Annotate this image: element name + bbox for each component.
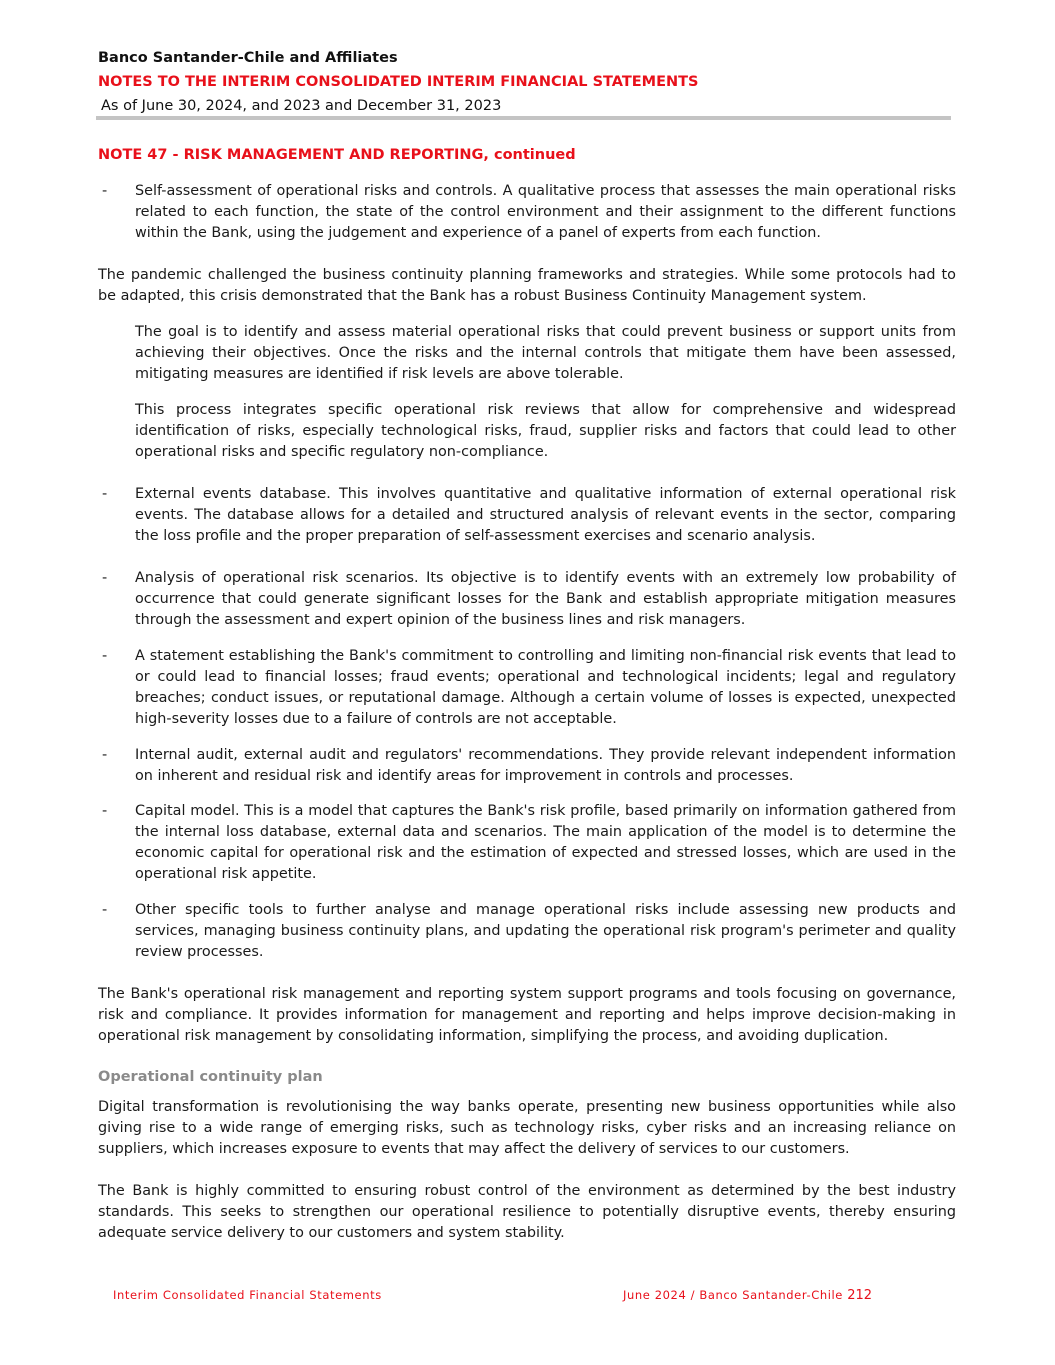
bullet-marker: - [102, 183, 108, 199]
bullet-marker: - [102, 747, 108, 763]
footer-left: Interim Consolidated Financial Statements [113, 1288, 382, 1302]
bullet-marker: - [102, 803, 108, 819]
footer-right [623, 1288, 872, 1303]
bullet-external-events: External events database. This involves quantitative and qualitative information of external operational risk events. The database allows for a detailed and structured analysis of relevant events in the sector, comparing the loss profile and the proper preparation of self-assessment exercises and scenario analysis. [135, 486, 956, 544]
paragraph-process: This process integrates specific operational risk reviews that allow for comprehensive and widespread identification of risks, especially technological risks, fraud, supplier risks and factors that could lead to other operational risks and specific regulatory non-compliance. [135, 402, 956, 460]
note-title: NOTE 47 - RISK MANAGEMENT AND REPORTING, continued [98, 147, 576, 163]
paragraph-commitment: The Bank is highly committed to ensuring robust control of the environment as determined by the best industry standards. This seeks to strengthen our operational resilience to potentially disruptive events, thereby ensuring adequate service delivery to our customers and system stability. [98, 1183, 956, 1241]
bullet-capital-model: Capital model. This is a model that captures the Bank's risk profile, based primarily on information gathered from the internal loss database, external data and scenarios. The main application of the model is to determine the economic capital for operational risk and the estimation of expected and stressed losses, which are used in the operational risk appetite. [135, 803, 956, 882]
header-date-line: As of June 30, 2024, and 2023 and December 31, 2023 [101, 98, 502, 114]
bullet-audit-recommendations: Internal audit, external audit and regulators' recommendations. They provide relevant independent information on inherent and residual risk and identify areas for improvement in controls and processes. [135, 747, 956, 784]
paragraph-digital-transformation: Digital transformation is revolutionising the way banks operate, presenting new business opportunities while also giving rise to a wide range of emerging risks, such as technology risks, cyber risks and an increasing reliance on suppliers, which increases exposure to events that may affect the delivery of services to our customers. [98, 1099, 956, 1157]
footer-right-text: June 2024 / Banco Santander-Chile [623, 1288, 843, 1302]
paragraph-reporting-system: The Bank's operational risk management and reporting system support programs and tools focusing on governance, risk and compliance. It provides information for management and reporting and helps improve decision-making in operational risk management by consolidating information, simplifying the process, and avoiding duplication. [98, 986, 956, 1044]
bullet-other-tools: Other specific tools to further analyse and manage operational risks include assessing new products and services, managing business continuity plans, and updating the operational risk program's perimeter and quality review processes. [135, 902, 956, 960]
header-company: Banco Santander-Chile and Affiliates [98, 50, 398, 66]
page-number: 212 [847, 1288, 873, 1303]
header-divider [96, 116, 951, 120]
bullet-scenario-analysis: Analysis of operational risk scenarios. Its objective is to identify events with an extremely low probability of occurrence that could generate significant losses for the Bank and establish appropriate mitigation measures through the assessment and expert opinion of the business lines and risk managers. [135, 570, 956, 628]
paragraph-goal: The goal is to identify and assess material operational risks that could prevent business or support units from achieving their objectives. Once the risks and the internal controls that mitigate them have been assessed, mitigating measures are identified if risk levels are above tolerable. [135, 324, 956, 382]
header-notes-title: NOTES TO THE INTERIM CONSOLIDATED INTERIM FINANCIAL STATEMENTS [98, 74, 699, 90]
bullet-self-assessment: Self-assessment of operational risks and controls. A qualitative process that assesses the main operational risks related to each function, the state of the control environment and their assignment to the different functions within the Bank, using the judgement and experience of a panel of experts from each function. [135, 183, 956, 241]
bullet-marker: - [102, 486, 108, 502]
bullet-marker: - [102, 570, 108, 586]
bullet-commitment-statement: A statement establishing the Bank's commitment to controlling and limiting non-financial risk events that lead to or could lead to financial losses; fraud events; operational and technological incidents; legal and regulatory breaches; conduct issues, or reputational damage. Although a certain volume of losses is expected, unexpected high-severity losses due to a failure of controls are not acceptable. [135, 648, 956, 727]
paragraph-pandemic: The pandemic challenged the business continuity planning frameworks and strategies. While some protocols had to be adapted, this crisis demonstrated that the Bank has a robust Business Continuity Management system. [98, 267, 956, 304]
section-heading-continuity: Operational continuity plan [98, 1069, 323, 1085]
bullet-marker: - [102, 902, 108, 918]
bullet-marker: - [102, 648, 108, 664]
